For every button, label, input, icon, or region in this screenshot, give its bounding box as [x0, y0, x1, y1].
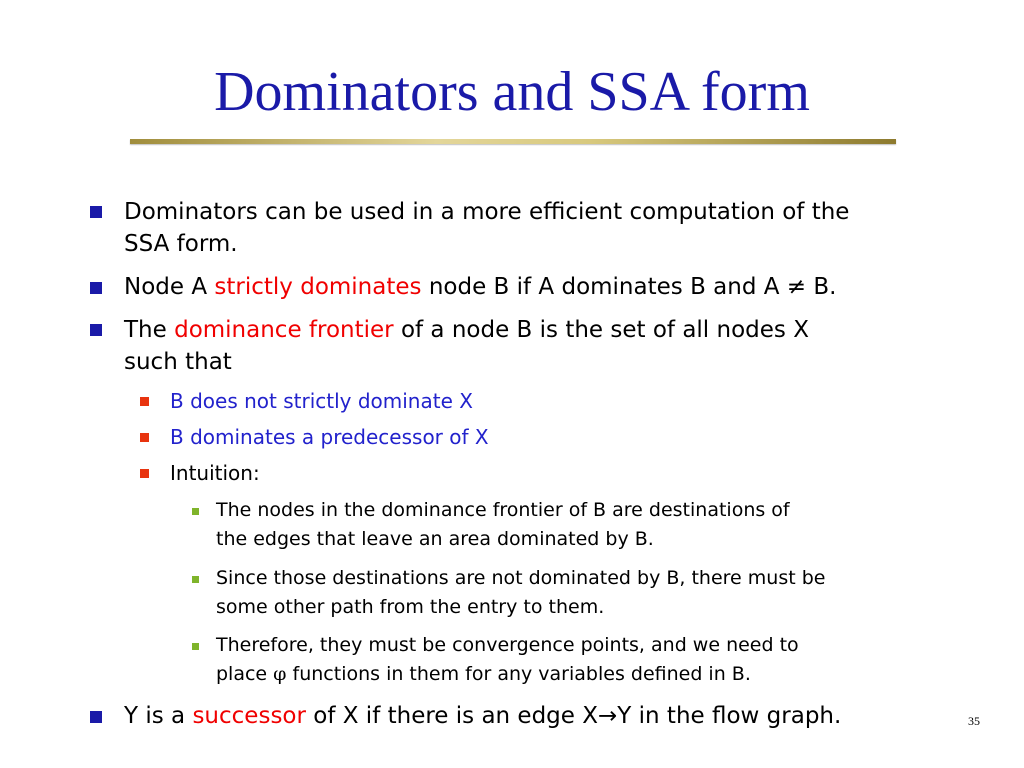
bullet-1-text: [124, 196, 944, 260]
phi-symbol: φ: [273, 663, 287, 685]
sub-sub-bullet-2-line-2: some other path from the entry to them.: [216, 596, 605, 618]
sub-sub-bullet-2: [216, 564, 976, 622]
term-dominance-frontier: dominance frontier: [174, 317, 394, 343]
sub-sub-bullet-1: [216, 496, 976, 554]
sub-sub-bullet-marker: [192, 643, 199, 650]
title-divider: [130, 139, 896, 144]
sub-sub-bullet-marker: [192, 508, 199, 515]
bullet-1-line-2: SSA form.: [124, 231, 238, 257]
bullet-4-suffix: Y in the flow graph.: [617, 703, 842, 729]
sub-bullet-2: B dominates a predecessor of X: [170, 425, 489, 449]
sub-bullet-marker: [140, 469, 149, 478]
bullet-3-suffix: of a node B is the set of all nodes X: [393, 317, 809, 343]
slide-title: Dominators and SSA form: [214, 61, 810, 123]
term-strictly-dominates: strictly dominates: [214, 274, 422, 300]
bullet-marker: [90, 324, 102, 336]
sub-sub-bullet-1-line-2: the edges that leave an area dominated by B.: [216, 528, 654, 550]
bullet-2-suffix: node B if A dominates B and A ≠ B.: [421, 274, 837, 300]
sub-sub-bullet-3: [216, 631, 976, 689]
arrow-symbol: →: [598, 703, 618, 729]
bullet-3-line-2: such that: [124, 349, 232, 375]
bullet-4-middle: of X if there is an edge X: [305, 703, 599, 729]
bullet-3-prefix: The: [124, 317, 175, 343]
bullet-4-prefix: Y is a: [124, 703, 193, 729]
sub-sub-bullet-1-line-1: The nodes in the dominance frontier of B are destinations of: [216, 499, 790, 521]
bullet-4-text: [124, 700, 944, 732]
bullet-2-text: [124, 271, 944, 303]
bullet-1-line-1: Dominators can be used in a more efficient computation of the: [124, 199, 850, 225]
sub-bullet-marker: [140, 433, 149, 442]
bullet-marker: [90, 206, 102, 218]
term-successor: successor: [192, 703, 306, 729]
sub-bullet-1: B does not strictly dominate X: [170, 389, 473, 413]
sub-sub-bullet-marker: [192, 576, 199, 583]
bullet-marker: [90, 282, 102, 294]
sub-sub-bullet-3-line-2-prefix: place: [216, 663, 274, 685]
sub-bullet-3: Intuition:: [170, 461, 260, 485]
sub-sub-bullet-3-line-2-suffix: functions in them for any variables defined in B.: [286, 663, 751, 685]
bullet-marker: [90, 711, 102, 723]
sub-bullet-marker: [140, 397, 149, 406]
sub-sub-bullet-2-line-1: Since those destinations are not dominated by B, there must be: [216, 567, 826, 589]
bullet-3-text: [124, 314, 944, 378]
sub-sub-bullet-3-line-1: Therefore, they must be convergence points, and we need to: [216, 634, 799, 656]
bullet-2-prefix: Node A: [124, 274, 215, 300]
page-number: 35: [968, 714, 980, 728]
